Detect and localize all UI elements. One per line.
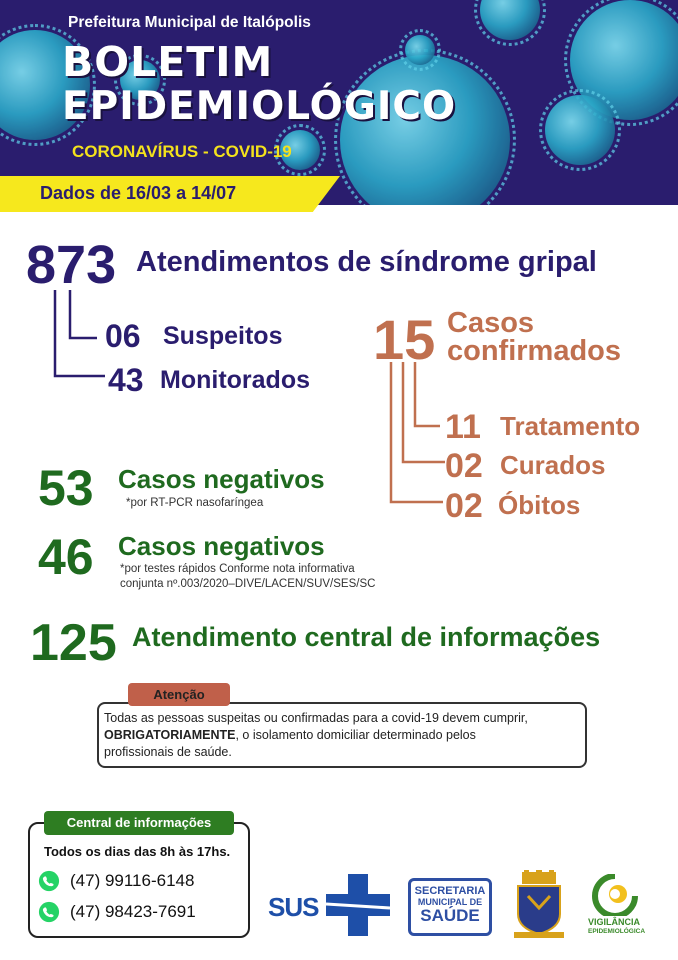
whatsapp-icon <box>38 901 60 923</box>
date-range: Dados de 16/03 a 14/07 <box>40 183 237 203</box>
prefeitura-name: Prefeitura Municipal de Italópolis <box>68 14 311 31</box>
stat-suspeitos-label: Suspeitos <box>163 322 283 350</box>
stat-negativos-rapidos-note-1: *por testes rápidos Conforme nota informativa <box>120 563 355 575</box>
stat-negativos-pcr-label: Casos negativos <box>118 464 325 494</box>
attention-line-2 <box>104 727 580 744</box>
stat-confirmados-value: 15 <box>373 308 436 371</box>
virus-illustration <box>545 95 615 165</box>
stat-negativos-pcr-value: 53 <box>38 460 94 516</box>
virus-illustration <box>480 0 540 40</box>
vigilancia-epidemiologica-icon <box>590 874 640 916</box>
sus-logo-text: SUS <box>268 892 319 922</box>
connector-lines-left <box>45 290 105 390</box>
stat-negativos-rapidos-note-2: conjunta nº.003/2020–DIVE/LACEN/SUV/SES/SC <box>120 578 376 590</box>
contact-phone-1[interactable]: (47) 99116-6148 <box>70 871 195 890</box>
stat-negativos-pcr-note: *por RT-PCR nasofaríngea <box>126 497 264 509</box>
attention-tab: Atenção <box>128 683 230 706</box>
stat-negativos-rapidos-label: Casos negativos <box>118 531 325 561</box>
secretaria-line-1: SECRETARIA <box>414 885 486 897</box>
stat-tratamento-value: 11 <box>445 408 481 446</box>
title-boletim: BOLETIM <box>62 38 274 86</box>
stat-tratamento-label: Tratamento <box>500 411 641 441</box>
stat-sindrome-label: Atendimentos de síndrome gripal <box>136 246 597 278</box>
attention-box <box>97 702 587 768</box>
secretaria-line-2: MUNICIPAL DE <box>417 897 483 907</box>
sus-logo <box>268 872 393 937</box>
municipal-coat-of-arms-icon <box>512 870 566 940</box>
stat-monitorados-value: 43 <box>108 362 144 398</box>
stat-monitorados-label: Monitorados <box>160 366 310 394</box>
attention-bold: OBRIGATORIAMENTE <box>104 727 236 742</box>
whatsapp-icon <box>38 870 60 892</box>
stat-obitos-value: 02 <box>445 487 483 525</box>
secretaria-line-3: SAÚDE <box>420 906 480 925</box>
vigilancia-line-2: EPIDEMIOLÓGICA <box>588 928 646 935</box>
contact-hours: Todos os dias das 8h às 17hs. <box>44 844 231 859</box>
connector-lines-right <box>385 362 450 512</box>
attention-line-3: profissionais de saúde. <box>104 744 232 759</box>
sus-cross-icon <box>326 874 390 936</box>
stat-curados-value: 02 <box>445 447 483 485</box>
contact-phone-2[interactable]: (47) 98423-7691 <box>70 902 196 921</box>
stat-suspeitos-value: 06 <box>105 318 141 354</box>
stat-curados-label: Curados <box>500 450 606 480</box>
attention-line-1: Todas as pessoas suspeitas ou confirmadas para a covid-19 devem cumprir, <box>104 711 528 725</box>
stat-central-label: Atendimento central de informações <box>132 622 601 652</box>
subtitle-covid: CORONAVÍRUS - COVID-19 <box>72 142 292 161</box>
stat-negativos-rapidos-value: 46 <box>38 529 94 585</box>
virus-illustration <box>340 55 510 205</box>
stat-sindrome-value: 873 <box>26 235 117 295</box>
secretaria-saude-logo <box>408 878 492 936</box>
stat-obitos-label: Óbitos <box>498 490 581 520</box>
vigilancia-line-1: VIGILÂNCIA <box>588 917 641 927</box>
stat-confirmados-label-2: confirmados <box>447 335 622 367</box>
contact-tab: Central de informações <box>44 811 234 835</box>
stat-confirmados-label-1: Casos <box>447 307 535 339</box>
attention-line-2-rest: , o isolamento domiciliar determinado pelos <box>235 727 476 742</box>
virus-illustration <box>405 35 435 65</box>
stat-central-value: 125 <box>30 614 117 672</box>
title-epidemiologico: EPIDEMIOLÓGICO <box>62 84 457 129</box>
